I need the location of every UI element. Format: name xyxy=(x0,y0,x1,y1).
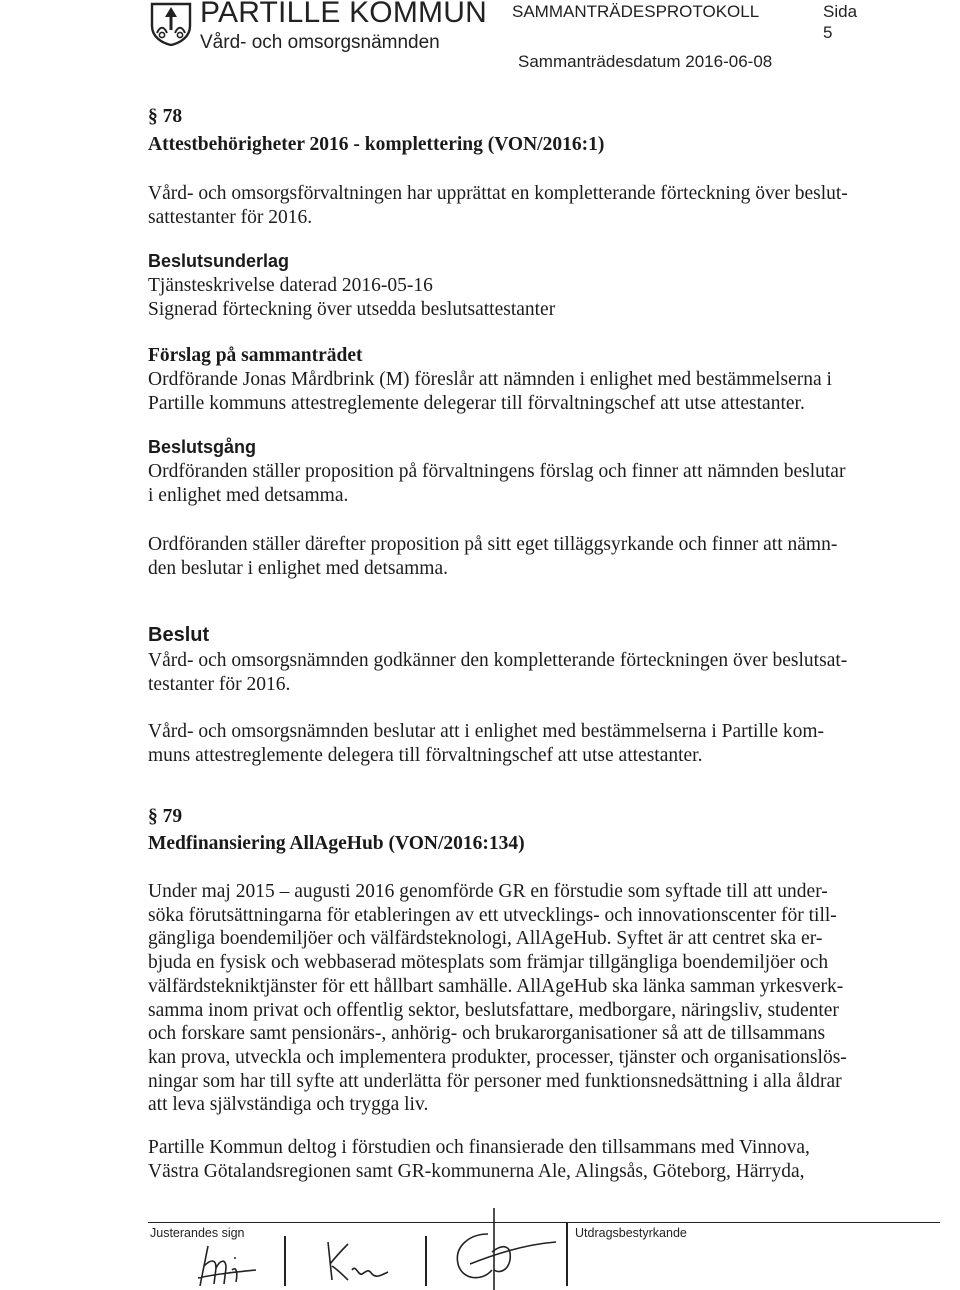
decision-heading: Beslut xyxy=(148,624,210,646)
page-label: Sida xyxy=(823,2,858,21)
decision-text-1 xyxy=(148,649,847,696)
extract-label: Utdragsbestyrkande xyxy=(575,1226,687,1240)
section-78-number: § 78 xyxy=(148,106,183,127)
text-line: Vård- och omsorgsnämnden godkänner den kompletterande förteckningen över beslutsat- xyxy=(148,650,848,671)
text-line: Västra Götalandsregionen samt GR-kommunerna Ale, Alingsås, Göteborg, Härryda, xyxy=(148,1160,805,1182)
signers-label: Justerandes sign xyxy=(150,1226,245,1240)
text-line: testanter för 2016. xyxy=(148,673,291,695)
text-line: bjuda en fysisk och webbaserad mötesplats som främjar tillgängliga boendemiljöer och xyxy=(148,952,829,974)
proposal-text xyxy=(148,368,832,415)
section-79-number: § 79 xyxy=(148,806,183,827)
text-line: Under maj 2015 – augusti 2016 genomförde GR en förstudie som syftade till att under- xyxy=(148,881,828,902)
text-line: den beslutar i enlighet med detsamma. xyxy=(148,557,448,579)
section-79-number-value: 79 xyxy=(162,806,183,827)
page-number: 5 xyxy=(823,23,833,42)
text-line: Partille kommuns attestreglemente delegerar till förvaltningschef att utse attestanter. xyxy=(148,392,805,414)
meeting-date-label: Sammanträdesdatum xyxy=(518,52,681,71)
section-79-title: Medfinansiering AllAgeHub (VON/2016:134) xyxy=(148,833,525,854)
signature-initials-2 xyxy=(318,1236,408,1290)
signature-initials-1 xyxy=(186,1236,266,1290)
text-line: och forskare samt pensionärs-, anhörig- och brukarorganisationer så att de tillsammans xyxy=(148,1023,826,1045)
text-line: Vård- och omsorgsnämnden beslutar att i enlighet med bestämmelserna i Partille kom- xyxy=(148,721,825,742)
proposal-heading: Förslag på sammanträdet xyxy=(148,345,363,366)
section-79-paragraph-1 xyxy=(148,880,847,1117)
text-line: Partille Kommun deltog i förstudien och finansierade den tillsammans med Vinnova, xyxy=(148,1137,810,1158)
text-line: ningar som har till syfte att underlätta för personer med funktionsnedsättning i alla åldrar xyxy=(148,1070,842,1092)
section-79-paragraph-2 xyxy=(148,1136,810,1183)
section-78-number-value: 78 xyxy=(162,106,183,127)
text-line: Vård- och omsorgsförvaltningen har upprättat en kompletterande förteckning över beslut- xyxy=(148,183,848,204)
text-line: i enlighet med detsamma. xyxy=(148,484,349,506)
text-line: att leva självständiga och trygga liv. xyxy=(148,1094,429,1116)
organization-name: PARTILLE KOMMUN xyxy=(200,0,487,29)
meeting-date-value: 2016-06-08 xyxy=(685,52,773,71)
procedure-text-1 xyxy=(148,460,845,507)
text-line: muns attestreglemente delegera till förvaltningschef att utse attestanter. xyxy=(148,744,703,766)
text-line: söka förutsättningarna för etableringen av ett utvecklings- och innovationscenter för till- xyxy=(148,904,837,926)
signature-divider xyxy=(425,1236,427,1286)
signature-divider xyxy=(284,1236,286,1286)
decision-text-2 xyxy=(148,720,824,767)
text-line: Ordföranden ställer därefter proposition på sitt eget tilläggsyrkande och finner att nämn- xyxy=(148,534,838,555)
section-78-title: Attestbehörigheter 2016 - komplettering (VON/2016:1) xyxy=(148,134,605,155)
municipality-crest-icon xyxy=(146,0,196,46)
basis-heading: Beslutsunderlag xyxy=(148,251,290,271)
committee-name: Vård- och omsorgsnämnden xyxy=(200,32,440,53)
text-line: Signerad förteckning över utsedda beslutsattestanter xyxy=(148,298,556,320)
signature-initials-3 xyxy=(440,1204,560,1290)
text-line: välfärdstekniktjänster för ett hållbart samhälle. AllAgeHub ska länka samman yrkesverk- xyxy=(148,975,844,997)
text-line: samma inom privat och offentlig sektor, beslutsfattare, medborgare, näringsliv, studenter xyxy=(148,999,839,1021)
text-line: Ordföranden ställer proposition på förvaltningens förslag och finner att nämnden beslutar xyxy=(148,461,846,482)
document-type: SAMMANTRÄDESPROTOKOLL xyxy=(512,2,760,21)
text-line: Tjänsteskrivelse daterad 2016-05-16 xyxy=(148,275,433,296)
basis-list xyxy=(148,274,555,321)
text-line: Ordförande Jonas Mårdbrink (M) föreslår att nämnden i enlighet med bestämmelserna i xyxy=(148,369,832,390)
text-line: sattestanter för 2016. xyxy=(148,206,313,228)
text-line: kan prova, utveckla och implementera produkter, processer, tjänster och organisationslös- xyxy=(148,1046,847,1068)
meeting-date xyxy=(518,52,772,72)
procedure-text-2 xyxy=(148,533,837,580)
signature-divider xyxy=(566,1222,568,1286)
text-line: gängliga boendemiljöer och välfärdsteknologi, AllAgeHub. Syftet är att centret ska er- xyxy=(148,928,823,950)
procedure-heading: Beslutsgång xyxy=(148,437,257,457)
section-78-intro xyxy=(148,182,848,229)
